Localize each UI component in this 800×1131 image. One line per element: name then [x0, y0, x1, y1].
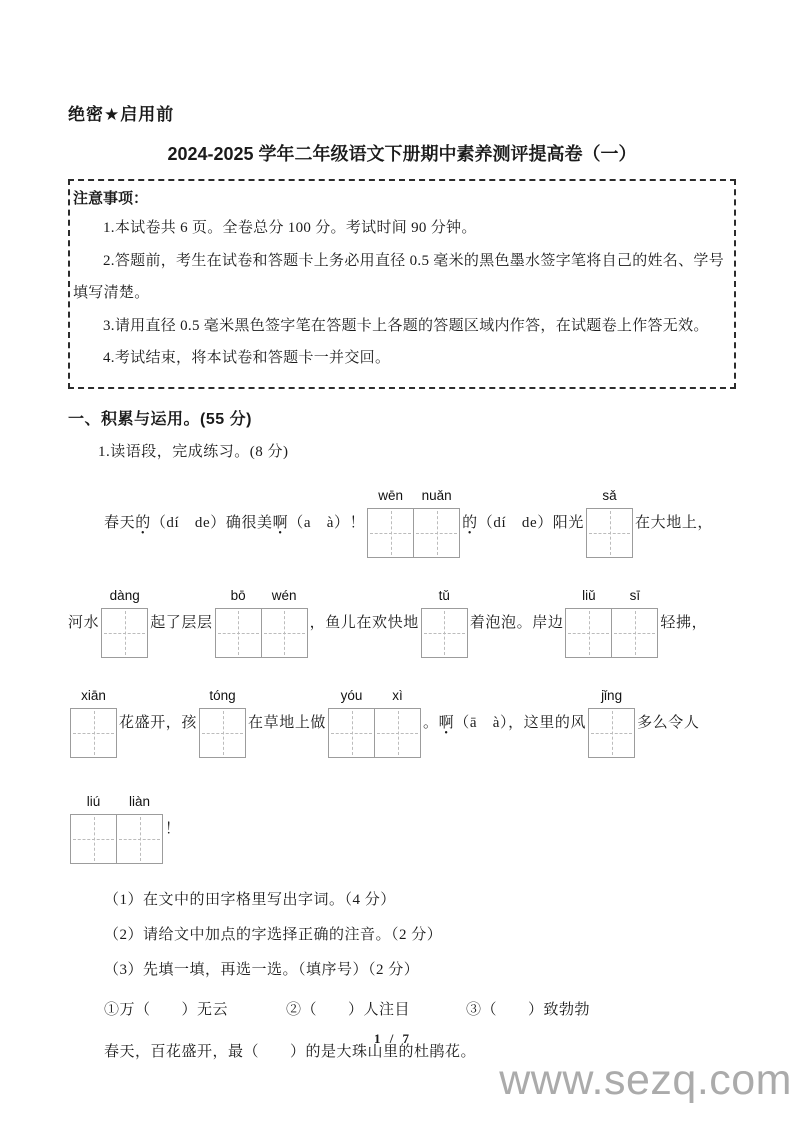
- dotted-char: 的 •: [135, 512, 151, 534]
- page-number: 1 / 7: [373, 1031, 413, 1046]
- grid-cell[interactable]: [374, 709, 420, 757]
- pinyin-label: liàn: [128, 793, 150, 809]
- pinyin-row: [101, 588, 148, 608]
- dotted-char: 啊 •: [439, 712, 455, 734]
- pinyin-label: sǎ: [602, 487, 617, 503]
- passage-text: 多么令人: [637, 714, 700, 731]
- writing-grid[interactable]: [70, 708, 117, 758]
- dotted-char: 的 •: [462, 512, 478, 534]
- passage-line: [68, 587, 736, 659]
- passage-text: （ā à），这里的风: [454, 714, 587, 731]
- writing-grid[interactable]: [565, 608, 658, 658]
- grid-cell[interactable]: [102, 609, 147, 657]
- option-1: ①万（ ）无云: [104, 1001, 229, 1018]
- passage-text: 在大地上，: [635, 514, 714, 531]
- option-3: ③（ ）致勃勃: [466, 1001, 591, 1018]
- tianzige-box: [421, 588, 468, 658]
- tianzige-box: [367, 488, 460, 558]
- pinyin-label: wēn: [378, 487, 404, 503]
- passage-text: 花盛开，孩: [119, 714, 198, 731]
- writing-grid[interactable]: [586, 508, 633, 558]
- grid-cell[interactable]: [368, 509, 413, 557]
- grid-cell[interactable]: [116, 815, 162, 863]
- tianzige-box: [565, 588, 658, 658]
- grid-cell[interactable]: [413, 509, 459, 557]
- sub-question-3: （3）先填一填，再选一选。（填序号）（2 分）: [104, 961, 420, 978]
- tianzige-box: [199, 688, 246, 758]
- notice-box: [68, 179, 736, 389]
- tianzige-box: [588, 688, 635, 758]
- pinyin-label: jǐng: [601, 687, 623, 703]
- watermark: www.sezq.com: [499, 1056, 792, 1104]
- passage-text: 着泡泡。岸边: [469, 614, 564, 631]
- writing-grid[interactable]: [588, 708, 635, 758]
- grid-cell[interactable]: [200, 709, 245, 757]
- pinyin-row: [588, 688, 635, 708]
- pinyin-label: sī: [629, 587, 641, 603]
- pinyin-row: [328, 688, 421, 708]
- options-row: [68, 995, 736, 1025]
- passage-text: （dí de）确很美: [150, 514, 273, 531]
- pinyin-row: [70, 688, 117, 708]
- grid-cell[interactable]: [71, 815, 116, 863]
- pinyin-label: nuǎn: [421, 487, 452, 503]
- pinyin-label: xiān: [81, 687, 106, 703]
- writing-grid[interactable]: [421, 608, 468, 658]
- writing-grid[interactable]: [101, 608, 148, 658]
- passage-text: 在草地上做: [248, 714, 327, 731]
- tianzige-box: [328, 688, 421, 758]
- writing-grid[interactable]: [367, 508, 460, 558]
- writing-grid[interactable]: [199, 708, 246, 758]
- grid-cell[interactable]: [261, 609, 307, 657]
- question-1-label: 1.读语段，完成练习。(8 分): [98, 443, 289, 460]
- pinyin-label: tóng: [209, 687, 236, 703]
- tianzige-box: [70, 794, 163, 864]
- grid-cell[interactable]: [587, 509, 632, 557]
- pinyin-label: wén: [271, 587, 297, 603]
- passage-text: （dí de）阳光: [477, 514, 585, 531]
- dotted-char: 啊 •: [273, 512, 289, 534]
- passage-line: [68, 487, 736, 559]
- pinyin-row: [215, 588, 308, 608]
- writing-grid[interactable]: [328, 708, 421, 758]
- passage-line: [68, 793, 736, 865]
- passage-line: [68, 687, 736, 759]
- grid-cell[interactable]: [71, 709, 116, 757]
- grid-cell[interactable]: [589, 709, 634, 757]
- passage-text: ！: [165, 820, 181, 837]
- tianzige-box: [101, 588, 148, 658]
- passage-text: 起了层层: [150, 614, 213, 631]
- writing-grid[interactable]: [70, 814, 163, 864]
- pinyin-label: xì: [392, 687, 403, 703]
- pinyin-row: [199, 688, 246, 708]
- section-heading: 一、积累与运用。(55 分): [68, 410, 252, 428]
- passage-text: 河水: [68, 614, 100, 631]
- pinyin-row: [586, 488, 633, 508]
- secrecy-label: 绝密★启用前: [68, 105, 175, 124]
- writing-grid[interactable]: [215, 608, 308, 658]
- notice-item: 3.请用直径 0.5 毫米黑色签字笔在答题卡上各题的答题区域内作答，在试题卷上作答无效。: [103, 317, 709, 334]
- sub-question-2: （2）请给文中加点的字选择正确的注音。（2 分）: [104, 926, 443, 943]
- grid-cell[interactable]: [329, 709, 374, 757]
- notice-item: 4.考试结束，将本试卷和答题卡一并交回。: [103, 350, 391, 366]
- pinyin-label: bō: [230, 587, 246, 603]
- pinyin-row: [421, 588, 468, 608]
- notice-item: 1.本试卷共 6 页。全卷总分 100 分。考试时间 90 分钟。: [103, 220, 477, 236]
- tianzige-box: [586, 488, 633, 558]
- passage-text: 。: [423, 714, 439, 731]
- passage-text: 轻拂，: [660, 614, 708, 631]
- pinyin-row: [565, 588, 658, 608]
- notice-item: 2.答题前，考生在试卷和答题卡上务必用直径 0.5 毫米的黑色墨水签字笔将自己的姓名、学号填写清楚。: [73, 252, 725, 301]
- tianzige-box: [215, 588, 308, 658]
- pinyin-label: liǔ: [582, 587, 596, 603]
- passage-text: （a à）！: [288, 514, 366, 531]
- passage-text: 春天: [104, 514, 136, 531]
- tianzige-box: [70, 688, 117, 758]
- pinyin-row: [367, 488, 460, 508]
- grid-cell[interactable]: [422, 609, 467, 657]
- option-2: ②（ ）人注目: [286, 1001, 411, 1018]
- sub-question-1: （1）在文中的田字格里写出字词。（4 分）: [104, 891, 396, 908]
- page-title: 2024-2025 学年二年级语文下册期中素养测评提高卷（一）: [167, 144, 637, 164]
- pinyin-label: tǔ: [438, 587, 450, 603]
- fill-in-sentence: 春天，百花盛开，最（ ）的是大珠山里的杜鹃花。: [104, 1043, 477, 1060]
- pinyin-label: yóu: [340, 687, 363, 703]
- grid-cell[interactable]: [216, 609, 261, 657]
- grid-cell[interactable]: [611, 609, 657, 657]
- grid-cell[interactable]: [566, 609, 611, 657]
- pinyin-label: dàng: [109, 587, 140, 603]
- notice-heading: 注意事项：: [73, 190, 149, 207]
- pinyin-row: [70, 794, 163, 814]
- passage-text: ，鱼儿在欢快地: [309, 614, 419, 631]
- pinyin-label: liú: [86, 793, 101, 809]
